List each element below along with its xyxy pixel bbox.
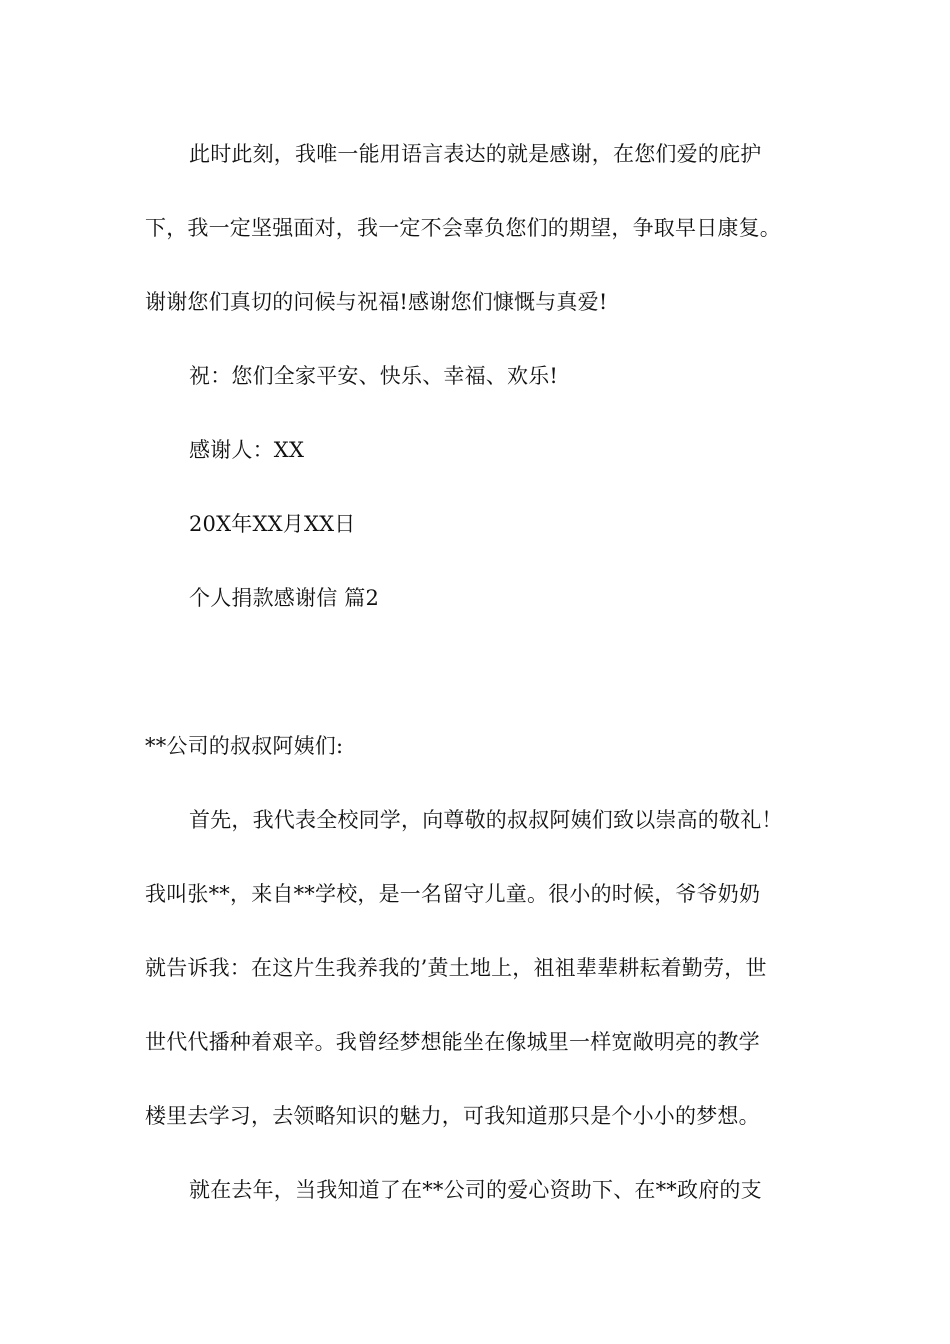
signature-line: 感谢人：XX: [189, 438, 305, 462]
paragraph-line-1: 此时此刻，我唯一能用语言表达的就是感谢，在您们爱的庇护: [189, 142, 762, 166]
paragraph-line-2: 下，我一定坚强面对，我一定不会辜负您们的期望，争取早日康复。: [145, 216, 781, 240]
paragraph-line-3: 谢谢您们真切的问候与祝福!感谢您们慷慨与真爱!: [145, 290, 608, 314]
paragraph-line-9: 就在去年，当我知道了在**公司的爱心资助下、在**政府的支: [189, 1178, 762, 1202]
paragraph-line-7: 世代代播种着艰辛。我曾经梦想能坐在像城里一样宽敞明亮的教学: [145, 1030, 760, 1054]
salutation-line: **公司的叔叔阿姨们:: [145, 734, 344, 758]
section-heading: 个人捐款感谢信 篇2: [189, 586, 380, 610]
paragraph-line-6: 就告诉我：在这片生我养我的’黄土地上，祖祖辈辈耕耘着勤劳，世: [145, 956, 767, 980]
paragraph-line-5: 我叫张**，来自**学校，是一名留守儿童。很小的时候，爷爷奶奶: [145, 882, 761, 906]
paragraph-line-4: 首先，我代表全校同学，向尊敬的叔叔阿姨们致以崇高的敬礼！: [189, 808, 783, 832]
paragraph-line-8: 楼里去学习，去领略知识的魅力，可我知道那只是个小小的梦想。: [145, 1104, 760, 1128]
blessing-line: 祝：您们全家平安、快乐、幸福、欢乐!: [189, 364, 559, 388]
date-line: 20X年XX月XX日: [189, 512, 356, 536]
